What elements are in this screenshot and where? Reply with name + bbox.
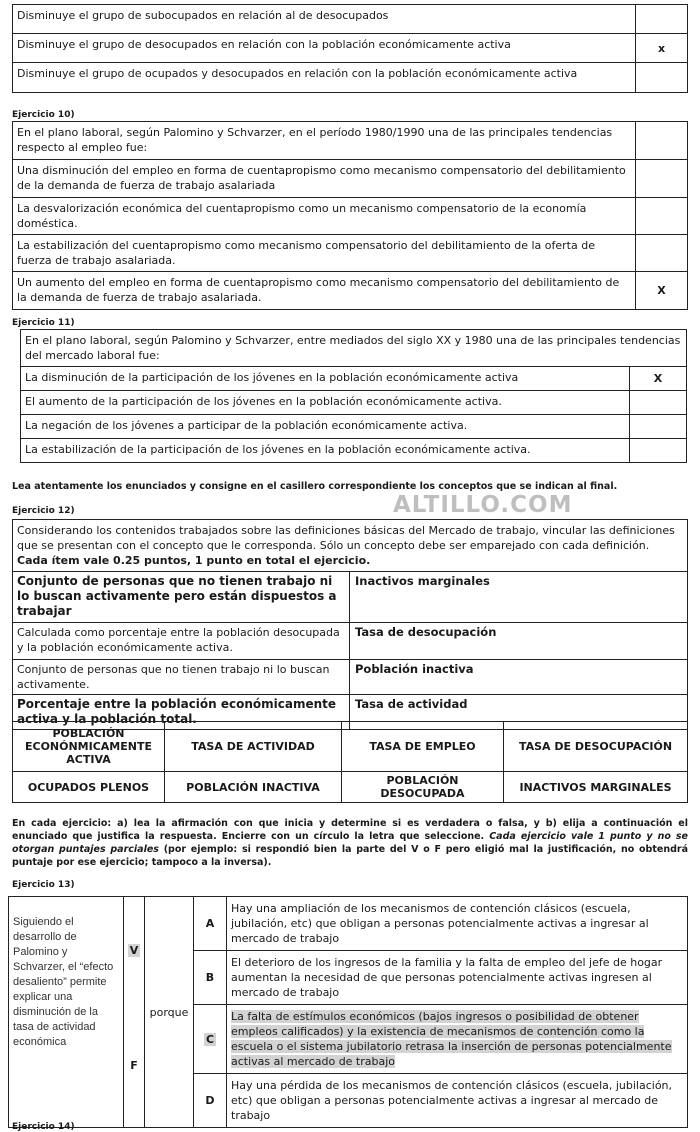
concept-answer: Tasa de actividad: [350, 695, 688, 730]
exercise-10-title: Ejercicio 10): [12, 110, 75, 120]
exercise-11-title: Ejercicio 11): [12, 318, 75, 328]
question-text: En el plano laboral, según Palomino y Schvarzer, en el período 1980/1990 una de las principales tendencias respecto al empleo fue:: [13, 122, 636, 160]
option-a-text: Hay una ampliación de los mecanismos de contención clásicos (escuela, jubilación, etc) que obligan a personas potencialmente activas a ingresar al mercado de trabajo: [227, 897, 688, 951]
answer-mark: [630, 415, 687, 439]
answer-mark: x: [636, 34, 688, 63]
answer-mark: [630, 391, 687, 415]
option-text: Disminuye el grupo de desocupados en relación con la población económicamente activa: [13, 34, 636, 63]
true-letter: V: [129, 944, 139, 958]
exercise-12-title: Ejercicio 12): [12, 506, 75, 516]
option-text: La estabilización del cuentapropismo como mecanismo compensatorio del debilitamiento de la oferta de fuerza de trabajo asalariada.: [13, 235, 636, 272]
concept-answer: Población inactiva: [350, 660, 688, 695]
option-letter-c: C: [205, 1032, 215, 1046]
instruction-text: Lea atentamente los enunciados y consigne en el casillero correspondiente los conceptos que se indican al final.: [12, 481, 618, 492]
question-text: En el plano laboral, según Palomino y Schvarzer, entre mediados del siglo XX y 1980 una de las principales tendencias del mercado laboral fue:: [21, 330, 687, 367]
instruction-2: [12, 817, 688, 869]
answer-mark: X: [630, 367, 687, 391]
watermark: ALTILLO.COM: [393, 492, 573, 518]
option-d-text: Hay una pérdida de los mecanismos de contención clásicos (escuela, jubilación, etc) que obligan a personas potencialmente activas a ingresar al mercado de trabajo: [227, 1074, 688, 1128]
answer-mark: [636, 160, 688, 198]
concept-item: POBLACIÓN DESOCUPADA: [342, 772, 504, 803]
exercise-11-table: [20, 329, 687, 463]
false-option[interactable]: [124, 1005, 145, 1128]
option-text: El aumento de la participación de los jóvenes en la población económicamente activa.: [21, 391, 630, 415]
intro-text: Considerando los contenidos trabajados sobre las definiciones básicas del Mercado de trabajo, vincular las definiciones que se presentan con el concepto que le corresponda. Sólo un concepto debe ser emparejado con cada definición.: [17, 524, 675, 552]
concept-list-table: [12, 721, 688, 803]
option-text: Disminuye el grupo de ocupados y desocupados en relación con la población económicamente activa: [13, 63, 636, 93]
option-c-cell: [227, 1005, 688, 1074]
exercise-14-title: Ejercicio 14): [12, 1122, 75, 1132]
concept-item: TASA DE DESOCUPACIÓN: [504, 722, 688, 772]
concept-item: POBLACIÓN ECONÓNMICAMENTE ACTIVA: [13, 722, 165, 772]
answer-mark: [636, 198, 688, 235]
concept-item: OCUPADOS PLENOS: [13, 772, 165, 803]
definition-cell: Conjunto de personas que no tienen trabajo ni lo buscan activamente.: [13, 660, 350, 695]
option-text: Disminuye el grupo de subocupados en relación al de desocupados: [13, 5, 636, 34]
exercise-13-title: Ejercicio 13): [12, 880, 75, 890]
definition-cell: Calculada como porcentaje entre la población desocupada y la población económicamente activa.: [13, 623, 350, 660]
instruction-2-part2: Cada ejercicio vale 1 punto y no se otorgan puntajes parciales: [12, 831, 688, 855]
concept-item: INACTIVOS MARGINALES: [504, 772, 688, 803]
concept-answer: Inactivos marginales: [350, 572, 688, 623]
option-letter-c-cell[interactable]: [194, 1005, 227, 1074]
answer-mark: [636, 5, 688, 34]
instruction-2-part1: En cada ejercicio: a) lea la afirmación con que inicia y determine si es verdadera o falsa, y b) elija a continuación el enunciado que justifica la respuesta. Encierre con un círculo la letra que seleccione.: [12, 818, 688, 842]
intro-bold: Cada ítem vale 0.25 puntos, 1 punto en total el ejercicio.: [17, 554, 371, 567]
answer-mark: [636, 63, 688, 93]
concept-item: POBLACIÓN INACTIVA: [165, 772, 342, 803]
option-text: Un aumento del empleo en forma de cuentapropismo como mecanismo compensatorio del debilitamiento de la demanda de fuerza de trabajo asalariada.: [13, 272, 636, 310]
definition-cell: Porcentaje entre la población económicamente activa y la población total.: [13, 695, 350, 730]
because-text: porque: [145, 897, 194, 1128]
option-text: La desvalorización económica del cuentapropismo como un mecanismo compensatorio de la economía doméstica.: [13, 198, 636, 235]
concept-item: TASA DE ACTIVIDAD: [165, 722, 342, 772]
answer-mark: [636, 122, 688, 160]
definition-cell: Conjunto de personas que no tienen trabajo ni lo buscan activamente pero están dispuestos a trabajar: [13, 572, 350, 623]
answer-mark: X: [636, 272, 688, 310]
option-b-text: El deterioro de los ingresos de la familia y la falta de empleo del jefe de hogar aumentan la necesidad de que personas potencialmente activas ingresen al mercado de trabajo: [227, 951, 688, 1005]
option-text: La disminución de la participación de los jóvenes en la población económicamente activa: [21, 367, 630, 391]
concept-item: TASA DE EMPLEO: [342, 722, 504, 772]
option-letter-a[interactable]: A: [194, 897, 227, 951]
answer-mark: [630, 439, 687, 463]
statement-text: Siguiendo el desarrollo de Palomino y Schvarzer, el “efecto desaliento” permite explicar una disminución de la tasa de actividad económica: [9, 897, 124, 1128]
option-text: Una disminución del empleo en forma de cuentapropismo como mecanismo compensatorio del debilitamiento de la demanda de fuerza de trabajo asalariada: [13, 160, 636, 198]
previous-exercise-table: [12, 4, 688, 93]
option-c-text: La falta de estímulos económicos (bajos ingresos o posibilidad de obtener empleos calificados) y la existencia de mecanismos de contención como la escuela o el sistema jubilatorio retrasa la inserción de personas potencialmente activas al mercado de trabajo: [231, 1010, 672, 1068]
exercise-12-table: [12, 519, 688, 730]
option-text: La negación de los jóvenes a participar de la población económicamente activa.: [21, 415, 630, 439]
false-letter: F: [130, 1059, 138, 1073]
true-option[interactable]: [124, 897, 145, 1005]
exercise-12-intro: [13, 520, 688, 572]
concept-answer: Tasa de desocupación: [350, 623, 688, 660]
exercise-10-table: [12, 121, 688, 310]
instruction-2-part3: (por ejemplo: si respondió bien la parte del V o F pero eligió mal la justificación, no obtendrá puntaje por ese ejercicio; tampoco a la inversa).: [12, 844, 688, 868]
exercise-13-table: [8, 896, 688, 1128]
option-letter-d[interactable]: D: [194, 1074, 227, 1128]
answer-mark: [636, 235, 688, 272]
option-letter-b[interactable]: B: [194, 951, 227, 1005]
option-text: La estabilización de la participación de los jóvenes en la población económicamente activa.: [21, 439, 630, 463]
